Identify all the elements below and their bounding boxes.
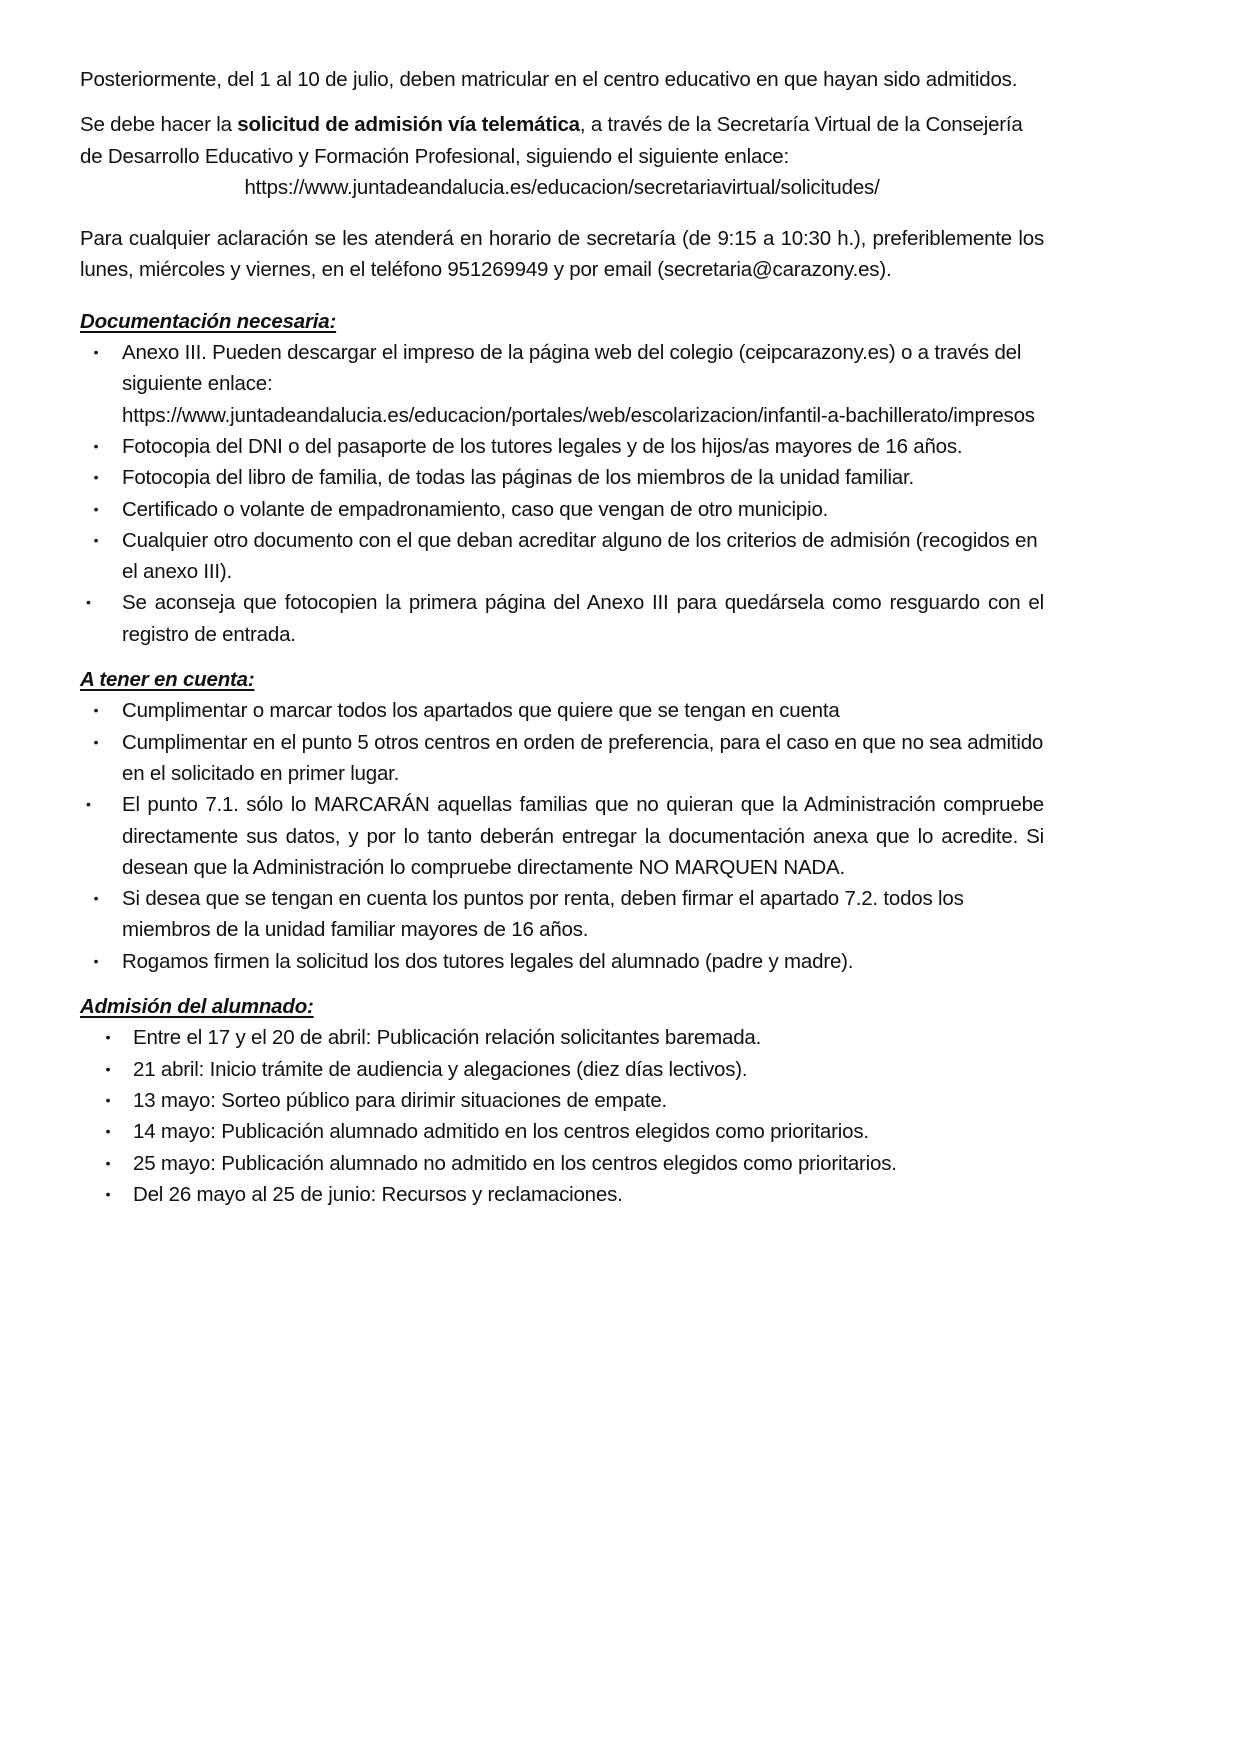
list-item-text: Entre el 17 y el 20 de abril: Publicación relación solicitantes baremada. [133,1026,762,1050]
bullet-icon: • [86,796,91,813]
list-item-text: Se aconseja que fotocopien la primera página del Anexo III para quedársela como resguardo con el registro de entrada. [122,591,1044,646]
bullet-icon: • [93,702,99,719]
enrollment-paragraph: Posteriormente, del 1 al 10 de julio, deben matricular en el centro educativo en que hayan sido admitidos. [80,68,1018,91]
list-item-text: Cumplimentar o marcar todos los apartados que quiere que se tengan en cuenta [122,699,840,723]
list-item-text: Rogamos firmen la solicitud los dos tutores legales del alumnado (padre y madre). [122,949,854,973]
list-item [80,727,1044,790]
bullet-icon: • [93,531,99,548]
bullet-icon: • [93,890,99,907]
list-item-text: Cualquier otro documento con el que deban acreditar alguno de los criterios de admisión (recogidos en el anexo III). [122,528,1038,584]
admission-heading: Admisión del alumnado: [80,995,314,1019]
notes-heading: A tener en cuenta: [80,668,255,692]
list-item [80,1022,1044,1053]
bullet-icon: • [105,1154,111,1171]
bullet-icon: • [105,1185,111,1202]
list-item [80,494,1044,525]
bullet-icon: • [93,437,99,454]
documentation-heading: Documentación necesaria: [80,309,337,333]
list-item [80,431,1044,462]
list-item-text: Cumplimentar en el punto 5 otros centros en orden de preferencia, para el caso en que no sea admitido en el solicitado en primer lugar. [122,730,1044,785]
list-item [80,337,1044,431]
list-item [80,883,1044,946]
list-item [80,695,1044,726]
bullet-icon: • [86,594,91,611]
list-item-text: 21 abril: Inicio trámite de audiencia y alegaciones (diez días lectivos). [133,1057,748,1081]
bullet-icon: • [93,500,99,517]
bullet-icon: • [105,1123,111,1140]
list-item [80,946,1044,977]
bullet-icon: • [93,952,99,969]
request-paragraph [80,109,1044,203]
list-item-text: Certificado o volante de empadronamiento, caso que vengan de otro municipio. [122,497,829,521]
list-item-text: 25 mayo: Publicación alumnado no admitido en los centros elegidos como prioritarios. [133,1151,897,1175]
documentation-list [80,337,1044,650]
list-item-text: El punto 7.1. sólo lo MARCARÁN aquellas familias que no quieran que la Administración compruebe directamente sus datos, y por lo tanto deberán entregar la documentación anexa que lo acredite. Si desean que la Administración lo compruebe directamente NO MARQUEN NADA. [122,793,1044,879]
list-item-text: Del 26 mayo al 25 de junio: Recursos y reclamaciones. [133,1182,623,1206]
bullet-icon: • [93,733,99,750]
bullet-icon: • [105,1060,111,1077]
bullet-icon: • [93,344,99,361]
bullet-icon: • [105,1091,111,1108]
list-item [80,1179,1044,1210]
list-item-text: Fotocopia del libro de familia, de todas las páginas de los miembros de la unidad familiar. [122,466,915,490]
list-item-text: Anexo III. Pueden descargar el impreso de la página web del colegio (ceipcarazony.es) o a través del siguiente enlace: [122,341,1022,396]
admission-dates-list [80,1022,1044,1210]
bullet-icon: • [93,469,99,486]
document-page [80,64,1044,1224]
secretaria-virtual-link[interactable]: https://www.juntadeandalucia.es/educacion/secretariavirtual/solicitudes/ [244,175,880,199]
list-item [80,1085,1044,1116]
request-suffix: , a través de la Secretaría Virtual de la Consejería de Desarrollo Educativo y Formación Profesional, siguiendo el siguiente enlace: [80,113,1023,168]
list-item-text: 14 mayo: Publicación alumnado admitido en los centros elegidos como prioritarios. [133,1120,869,1144]
impresos-link[interactable]: https://www.juntadeandalucia.es/educacion/portales/web/escolarizacion/infantil-a-bachillerato/impresos [122,403,1035,427]
list-item [80,1148,1044,1179]
contact-paragraph: Para cualquier aclaración se les atenderá en horario de secretaría (de 9:15 a 10:30 h.), preferiblemente los lunes, miércoles y viernes, en el teléfono 951269949 y por email (secretaria@carazony.es). [80,227,1044,282]
list-item [80,1116,1044,1147]
notes-list [80,695,1044,977]
list-item-text: 13 mayo: Sorteo público para dirimir situaciones de empate. [133,1088,668,1112]
request-prefix: Se debe hacer la [80,113,238,137]
request-bold-text: solicitud de admisión vía telemática [237,113,580,137]
bullet-icon: • [105,1029,111,1046]
list-item [80,525,1044,588]
list-item [80,1054,1044,1085]
list-item [80,587,1044,650]
list-item-text: Fotocopia del DNI o del pasaporte de los tutores legales y de los hijos/as mayores de 16 años. [122,434,963,458]
list-item [80,789,1044,883]
list-item-text: Si desea que se tengan en cuenta los puntos por renta, deben firmar el apartado 7.2. todos los miembros de la unidad familiar mayores de 16 años. [122,887,964,942]
list-item [80,462,1044,493]
